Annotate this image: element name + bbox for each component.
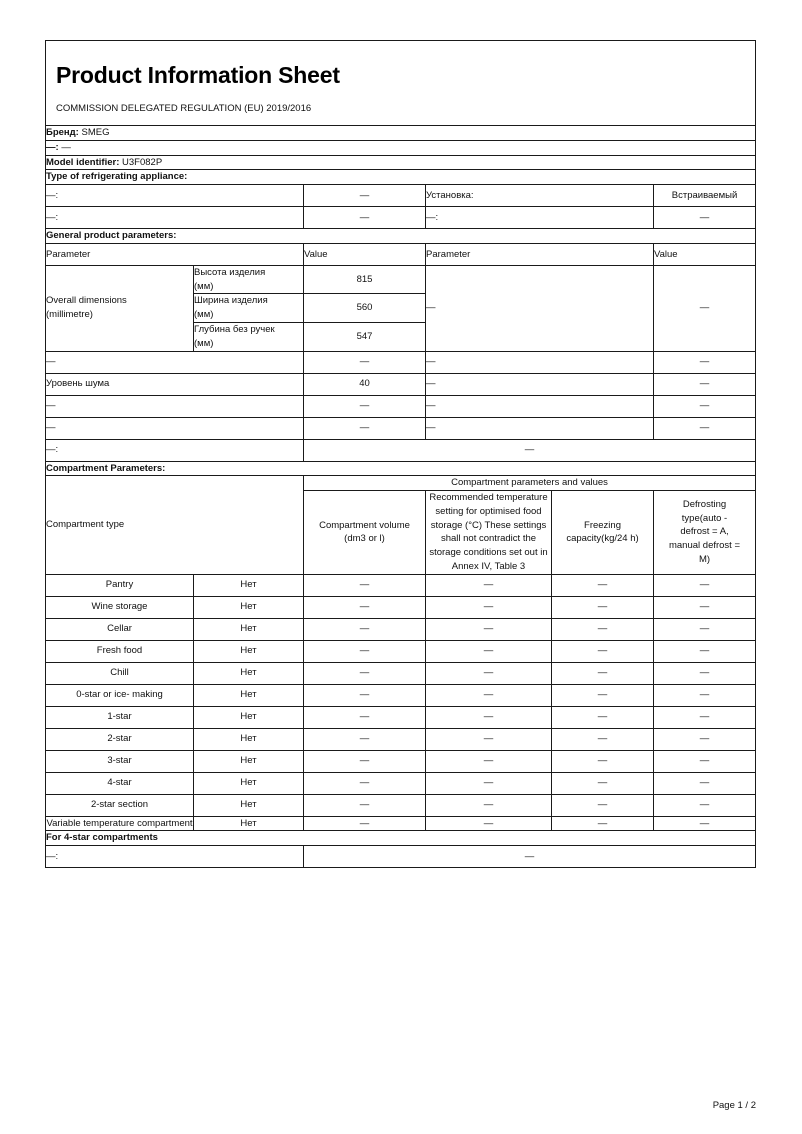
general-parameter-2: — — [426, 351, 654, 373]
compartment-volume: — — [304, 794, 426, 816]
compartment-present: Нет — [194, 750, 304, 772]
compartment-defrost: — — [654, 618, 756, 640]
general-row — [46, 395, 756, 417]
general-parameter-1: — — [46, 417, 304, 439]
compartment-volume: — — [304, 618, 426, 640]
compartment-type: Chill — [46, 662, 194, 684]
compartment-temperature: — — [426, 640, 552, 662]
compartment-volume: — — [304, 728, 426, 750]
general-wide-row — [46, 439, 756, 461]
general-value-1: — — [304, 417, 426, 439]
dimension-value-depth: 547 — [304, 323, 426, 352]
compartment-temperature: — — [426, 816, 552, 831]
column-header-parameter-2: Parameter — [426, 243, 654, 265]
compartment-freezing: — — [552, 772, 654, 794]
compartment-type: 2-star section — [46, 794, 194, 816]
dimension-value-width: 560 — [304, 294, 426, 323]
compartment-volume: — — [304, 662, 426, 684]
overall-dimensions-line1: Overall dimensions — [46, 295, 127, 307]
compartment-present: Нет — [194, 816, 304, 831]
defrosting-type-line5: M) — [698, 554, 711, 565]
compartment-temperature: — — [426, 574, 552, 596]
general-value-1: 40 — [304, 373, 426, 395]
appliance-value-1: — — [304, 185, 426, 207]
table-row — [46, 640, 756, 662]
compartment-present: Нет — [194, 728, 304, 750]
compartment-type: 0-star or ice- making — [46, 684, 194, 706]
compartment-type: Variable temperature compartment — [46, 816, 194, 831]
four-star-row — [46, 846, 756, 868]
compartment-defrost: — — [654, 684, 756, 706]
appliance-type-row — [46, 185, 756, 207]
compartment-temperature: — — [426, 706, 552, 728]
compartment-defrost: — — [654, 750, 756, 772]
appliance-value-1: — — [304, 207, 426, 229]
compartment-temperature: — — [426, 794, 552, 816]
column-header-value-1: Value — [304, 243, 426, 265]
general-wide-label: —: — [46, 439, 304, 461]
compartment-present: Нет — [194, 794, 304, 816]
compartment-group-header-row — [46, 476, 756, 491]
compartment-volume: — — [304, 706, 426, 728]
general-parameter-1: — — [46, 351, 304, 373]
general-parameter-2: — — [426, 417, 654, 439]
dimension-name-depth-line2: (мм) — [194, 337, 214, 349]
defrosting-type-line2: type(auto - — [681, 512, 728, 524]
four-star-heading: For 4-star compartments — [46, 831, 756, 846]
dimensions-right-value: — — [654, 265, 756, 351]
regulation-reference: COMMISSION DELEGATED REGULATION (EU) 2019/2016 — [56, 103, 312, 115]
column-header-compartment-volume — [304, 491, 426, 575]
document-page — [45, 40, 756, 868]
column-header-value-2: Value — [654, 243, 756, 265]
compartment-defrost: — — [654, 596, 756, 618]
compartment-volume-line1: Compartment volume — [319, 519, 410, 531]
compartment-type: 1-star — [46, 706, 194, 728]
compartment-type: 3-star — [46, 750, 194, 772]
compartment-defrost: — — [654, 574, 756, 596]
model-row — [46, 155, 756, 170]
table-row — [46, 816, 756, 831]
compartment-freezing: — — [552, 596, 654, 618]
model-cell — [46, 155, 756, 170]
compartment-temperature: — — [426, 618, 552, 640]
brand-label: Бренд: — [46, 127, 79, 139]
compartment-freezing: — — [552, 574, 654, 596]
model-value: U3F082P — [122, 156, 163, 168]
dimension-name-width-line1: Ширина изделия — [194, 295, 268, 307]
supplier-cell — [46, 140, 756, 155]
compartment-group-header: Compartment parameters and values — [304, 476, 756, 491]
defrosting-type-line4: manual defrost = — [668, 540, 741, 552]
compartment-temperature: — — [426, 728, 552, 750]
compartment-freezing: — — [552, 684, 654, 706]
table-row — [46, 684, 756, 706]
compartment-volume: — — [304, 640, 426, 662]
compartment-volume-line2: (dm3 or l) — [344, 533, 385, 545]
appliance-param-2: —: — [426, 207, 654, 229]
appliance-type-heading-row — [46, 170, 756, 185]
column-header-freezing-capacity — [552, 491, 654, 575]
supplier-value: — — [61, 141, 71, 153]
compartment-volume: — — [304, 596, 426, 618]
compartment-present: Нет — [194, 772, 304, 794]
page-number: Page 1 / 2 — [712, 1100, 756, 1111]
compartment-defrost: — — [654, 706, 756, 728]
dimension-name-height-line1: Высота изделия — [194, 266, 266, 278]
compartment-temperature: — — [426, 596, 552, 618]
compartment-type: 4-star — [46, 772, 194, 794]
general-value-2: — — [654, 373, 756, 395]
general-parameter-2: — — [426, 395, 654, 417]
compartment-defrost: — — [654, 640, 756, 662]
column-header-defrosting-type — [654, 491, 756, 575]
compartment-present: Нет — [194, 574, 304, 596]
table-row — [46, 574, 756, 596]
compartment-defrost: — — [654, 794, 756, 816]
overall-dimensions-line2: (millimetre) — [46, 309, 93, 321]
general-parameter-2: — — [426, 373, 654, 395]
table-row — [46, 662, 756, 684]
general-row — [46, 417, 756, 439]
compartment-freezing: — — [552, 618, 654, 640]
dimension-name-width — [194, 294, 304, 323]
page-footer — [45, 1100, 756, 1111]
dimension-name-depth-line1: Глубина без ручек — [194, 324, 275, 335]
compartment-freezing: — — [552, 728, 654, 750]
general-value-2: — — [654, 417, 756, 439]
dimensions-right-parameter: — — [426, 265, 654, 351]
four-star-heading-row — [46, 831, 756, 846]
appliance-value-2: — — [654, 207, 756, 229]
dimension-name-width-line2: (мм) — [194, 309, 214, 321]
compartment-freezing: — — [552, 640, 654, 662]
freezing-capacity-line1: Freezing — [584, 519, 621, 531]
general-value-2: — — [654, 351, 756, 373]
table-row — [46, 750, 756, 772]
appliance-type-row — [46, 207, 756, 229]
general-value-1: — — [304, 395, 426, 417]
general-parameter-1: — — [46, 395, 304, 417]
four-star-value: — — [304, 846, 756, 868]
dimension-row — [46, 265, 756, 294]
compartment-volume: — — [304, 772, 426, 794]
appliance-value-2: Встраиваемый — [654, 185, 756, 207]
compartment-type: Cellar — [46, 618, 194, 640]
appliance-type-heading: Type of refrigerating appliance: — [46, 170, 756, 185]
compartment-type: 2-star — [46, 728, 194, 750]
freezing-capacity-line2: capacity(kg/24 h) — [566, 533, 639, 545]
table-row — [46, 794, 756, 816]
appliance-param-1: —: — [46, 207, 304, 229]
general-columns-row — [46, 243, 756, 265]
compartment-present: Нет — [194, 662, 304, 684]
appliance-param-2: Установка: — [426, 185, 654, 207]
general-parameters-heading: General product parameters: — [46, 229, 756, 244]
appliance-param-1: —: — [46, 185, 304, 207]
column-header-temperature-setting: Recommended temperature setting for optimised food storage (°C) These settings shall not contradict the storage conditions set out in Annex IV, Table 3 — [426, 491, 552, 575]
compartment-type-header: Compartment type — [46, 476, 304, 574]
title-row — [46, 41, 756, 126]
model-label: Model identifier: — [46, 156, 120, 168]
supplier-row — [46, 140, 756, 155]
brand-row — [46, 126, 756, 141]
general-row — [46, 351, 756, 373]
compartment-present: Нет — [194, 596, 304, 618]
table-row — [46, 772, 756, 794]
compartment-present: Нет — [194, 640, 304, 662]
compartment-temperature: — — [426, 684, 552, 706]
compartment-freezing: — — [552, 794, 654, 816]
general-value-2: — — [654, 395, 756, 417]
compartment-present: Нет — [194, 684, 304, 706]
table-row — [46, 728, 756, 750]
compartment-freezing: — — [552, 816, 654, 831]
compartment-present: Нет — [194, 706, 304, 728]
table-row — [46, 618, 756, 640]
dimension-name-height — [194, 265, 304, 294]
compartment-type: Fresh food — [46, 640, 194, 662]
general-row — [46, 373, 756, 395]
compartment-freezing: — — [552, 750, 654, 772]
four-star-label: —: — [46, 846, 304, 868]
general-parameter-1: Уровень шума — [46, 373, 304, 395]
compartment-volume: — — [304, 816, 426, 831]
table-row — [46, 706, 756, 728]
compartment-present: Нет — [194, 618, 304, 640]
page-title: Product Information Sheet — [56, 62, 340, 88]
product-information-table — [45, 40, 756, 868]
compartment-type: Pantry — [46, 574, 194, 596]
compartment-freezing: — — [552, 662, 654, 684]
compartment-temperature: — — [426, 750, 552, 772]
brand-cell — [46, 126, 756, 141]
title-cell — [46, 41, 756, 126]
compartment-volume: — — [304, 684, 426, 706]
compartment-defrost: — — [654, 772, 756, 794]
compartment-defrost: — — [654, 662, 756, 684]
compartment-defrost: — — [654, 728, 756, 750]
general-value-1: — — [304, 351, 426, 373]
dimension-value-height: 815 — [304, 265, 426, 294]
compartment-freezing: — — [552, 706, 654, 728]
defrosting-type-line1: Defrosting — [682, 498, 727, 510]
dimension-name-height-line2: (мм) — [194, 280, 214, 292]
compartment-volume: — — [304, 750, 426, 772]
column-header-parameter-1: Parameter — [46, 243, 304, 265]
compartment-temperature: — — [426, 662, 552, 684]
compartment-defrost: — — [654, 816, 756, 831]
compartment-volume: — — [304, 574, 426, 596]
table-row — [46, 596, 756, 618]
overall-dimensions-label — [46, 265, 194, 351]
dimension-name-depth — [194, 323, 304, 352]
brand-value: SMEG — [81, 127, 110, 139]
compartment-temperature: — — [426, 772, 552, 794]
general-wide-value: — — [304, 439, 756, 461]
supplier-label: —: — [46, 141, 59, 153]
compartment-type: Wine storage — [46, 596, 194, 618]
defrosting-type-line3: defrost = A, — [680, 526, 729, 538]
compartment-parameters-heading: Compartment Parameters: — [46, 461, 756, 476]
general-heading-row — [46, 229, 756, 244]
compartment-heading-row — [46, 461, 756, 476]
